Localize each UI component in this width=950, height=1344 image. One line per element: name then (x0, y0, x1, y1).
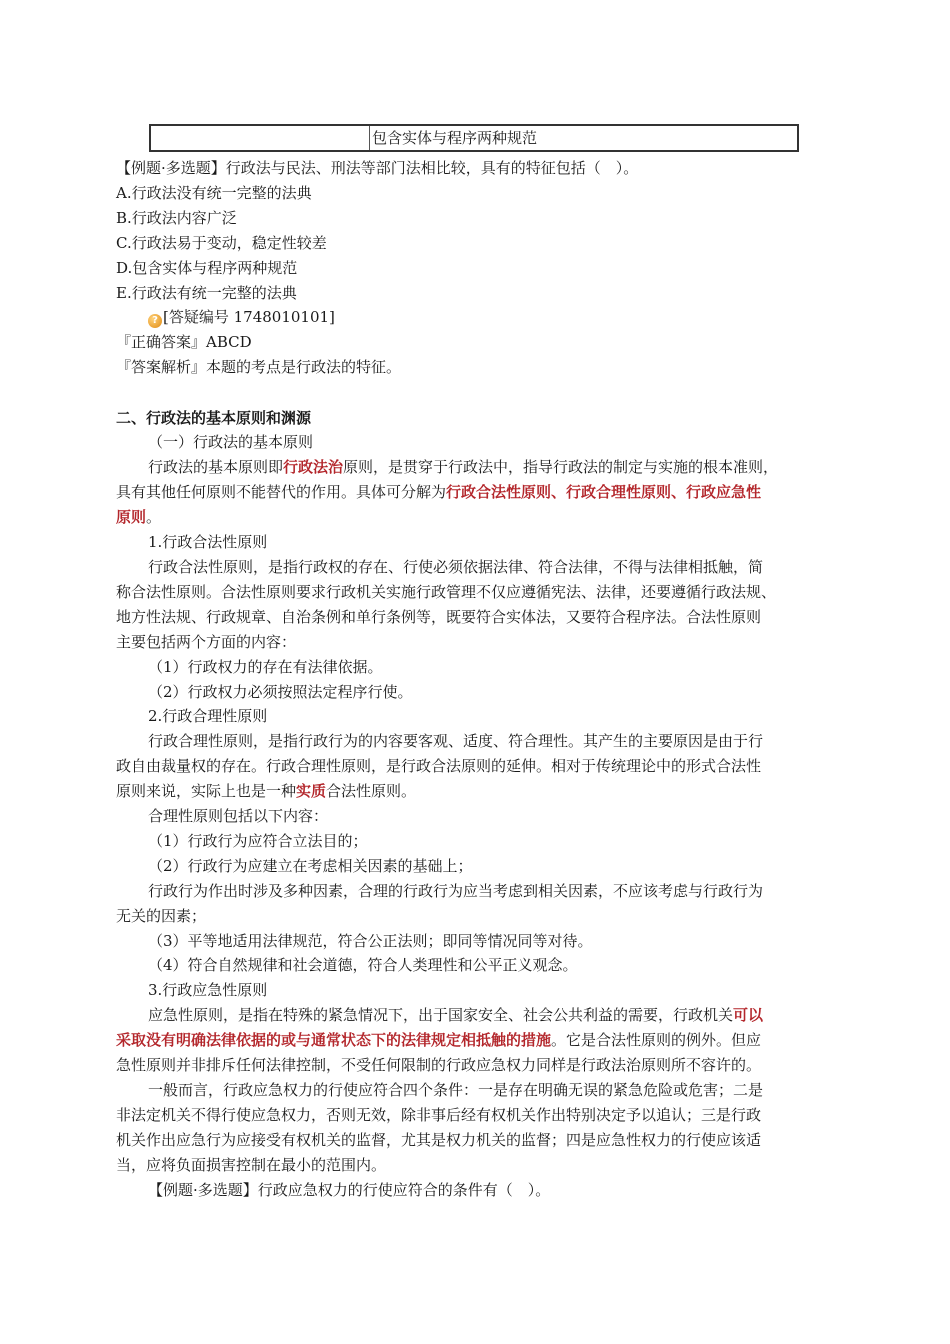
paragraph-line: 行政行为作出时涉及多种因素，合理的行政行为应当考虑到相关因素，不应该考虑与行政行为 (148, 882, 764, 900)
paragraph-line: 行政合法性原则，是指行政权的存在、行使必须依据法律、符合法律，不得与法律相抵触，简 (148, 558, 764, 576)
subsection-heading: （一）行政法的基本原则 (148, 433, 314, 451)
paragraph-line: 机关作出应急行为应接受有权机关的监督，尤其是权力机关的监督；四是应急性权力的行使应该适 (116, 1131, 762, 1149)
correct-answer: 『正确答案』ABCD (116, 333, 252, 351)
list-item: （2）行政权力必须按照法定程序行使。 (148, 683, 413, 701)
list-item: （1）行政行为应符合立法目的； (148, 832, 368, 850)
paragraph-line: 地方性法规、行政规章、自治条例和单行条例等，既要符合实体法，又要符合程序法。合法性原则 (116, 608, 762, 626)
paragraph-line: 急性原则并非排斥任何法律控制，不受任何限制的行政应急权力同样是行政法治原则所不容许的。 (116, 1056, 762, 1074)
principle-heading-1: 1.行政合法性原则 (148, 533, 268, 551)
answer-explanation: 『答案解析』本题的考点是行政法的特征。 (116, 358, 402, 376)
list-item: （2）行政行为应建立在考虑相关因素的基础上； (148, 857, 473, 875)
paragraph-line: 原则来说，实际上也是一种实质合法性原则。 (116, 782, 417, 800)
highlight-text: 原则 (116, 508, 147, 526)
paragraph-line: 合理性原则包括以下内容： (148, 807, 329, 825)
table-fragment (149, 124, 799, 152)
option-a: A.行政法没有统一完整的法典 (116, 184, 312, 202)
option-c: C.行政法易于变动，稳定性较差 (116, 234, 327, 252)
paragraph-line: 当，应将负面损害控制在最小的范围内。 (116, 1156, 387, 1174)
highlight-text: 采取没有明确法律依据的或与通常状态下的法律规定相抵触的措施 (116, 1031, 552, 1049)
paragraph-line: 政自由裁量权的存在。行政合理性原则，是行政合法原则的延伸。相对于传统理论中的形式合法性 (116, 757, 762, 775)
highlight-text: 行政合法性原则、行政合理性原则、行政应急性 (446, 483, 762, 501)
principle-heading-2: 2.行政合理性原则 (148, 707, 268, 725)
paragraph-line: 行政法的基本原则即行政法治原则，是贯穿于行政法中，指导行政法的制定与实施的根本准则， (148, 458, 779, 476)
paragraph-line: 原则。 (116, 508, 162, 526)
paragraph-line: 应急性原则，是指在特殊的紧急情况下，出于国家安全、社会公共利益的需要，行政机关可以 (148, 1006, 764, 1024)
option-b: B.行政法内容广泛 (116, 209, 237, 227)
section-heading: 二、行政法的基本原则和渊源 (116, 409, 312, 427)
qa-code: [答疑编号 1748010101] (163, 308, 335, 326)
option-d: D.包含实体与程序两种规范 (116, 259, 298, 277)
paragraph-line: 无关的因素； (116, 907, 207, 925)
highlight-text: 实质 (296, 782, 327, 800)
paragraph-line: 主要包括两个方面的内容： (116, 633, 297, 651)
highlight-text: 可以 (733, 1006, 764, 1024)
principle-heading-3: 3.行政应急性原则 (148, 981, 268, 999)
qa-line[interactable] (148, 307, 878, 328)
table-cell-text: 包含实体与程序两种规范 (372, 129, 538, 147)
list-item: （1）行政权力的存在有法律依据。 (148, 658, 383, 676)
question-mark-icon[interactable]: ? (148, 314, 162, 328)
option-e: E.行政法有统一完整的法典 (116, 284, 297, 302)
list-item: （4）符合自然规律和社会道德，符合人类理性和公平正义观念。 (148, 956, 578, 974)
paragraph-line: 称合法性原则。合法性原则要求行政机关实施行政管理不仅应遵循宪法、法律，还要遵循行政法规、 (116, 583, 777, 601)
paragraph-line: 一般而言，行政应急权力的行使应符合四个条件：一是存在明确无误的紧急危险或危害；二是 (148, 1081, 764, 1099)
question-title: 【例题·多选题】行政法与民法、刑法等部门法相比较，具有的特征包括（ ）。 (116, 159, 639, 177)
paragraph-line: 非法定机关不得行使应急权力，否则无效，除非事后经有权机关作出特别决定予以追认；三是行政 (116, 1106, 762, 1124)
list-item: （3）平等地适用法律规范，符合公正法则；即同等情况同等对待。 (148, 932, 593, 950)
highlight-text: 行政法治 (283, 458, 344, 476)
paragraph-line: 采取没有明确法律依据的或与通常状态下的法律规定相抵触的措施。它是合法性原则的例外。但应 (116, 1031, 762, 1049)
question-title: 【例题·多选题】行政应急权力的行使应符合的条件有（ ）。 (148, 1181, 551, 1199)
paragraph-line: 行政合理性原则，是指行政行为的内容要客观、适度、符合理性。其产生的主要原因是由于行 (148, 732, 764, 750)
table-cell-empty (151, 126, 370, 150)
paragraph-line: 具有其他任何原则不能替代的作用。具体可分解为行政合法性原则、行政合理性原则、行政应急性 (116, 483, 762, 501)
